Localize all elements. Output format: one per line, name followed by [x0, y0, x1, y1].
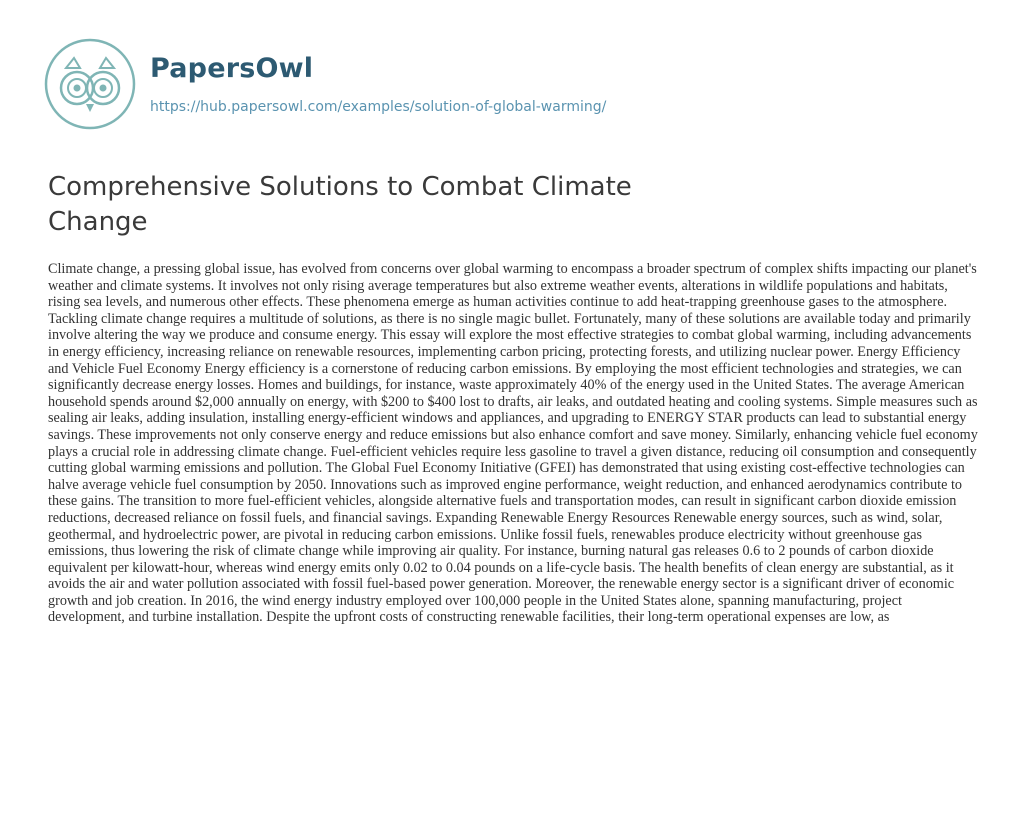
brand-name[interactable]: PapersOwl — [150, 53, 314, 84]
brand-block — [150, 53, 606, 115]
site-header — [44, 38, 606, 130]
owl-face-icon[interactable] — [44, 38, 136, 130]
article-body: Climate change, a pressing global issue, has evolved from concerns over global warming to encompass a broader spectrum of complex shifts impacting our planet's weather and climate systems. It involves not only rising average temperatures but also extreme weather events, alterations in wildlife populations and habitats, rising sea levels, and numerous other effects. These phenomena emerge as human activities continue to add heat-trapping greenhouse gases to the atmosphere. Tackling climate change requires a multitude of solutions, as there is no single magic bullet. Fortunately, many of these solutions are available today and primarily involve altering the way we produce and consume energy. This essay will explore the most effective strategies to combat global warming, including advancements in energy efficiency, increasing reliance on renewable resources, implementing carbon pricing, protecting forests, and utilizing nuclear power. Energy Efficiency and Vehicle Fuel Economy Energy efficiency is a cornerstone of reducing carbon emissions. By employing the most efficient technologies and strategies, we can significantly decrease energy losses. Homes and buildings, for instance, waste approximately 40% of the energy used in the United States. The average American household spends around $2,000 annually on energy, with $200 to $400 lost to drafts, air leaks, and outdated heating and cooling systems. Simple measures such as sealing air leaks, adding insulation, installing energy-efficient windows and appliances, and upgrading to ENERGY STAR products can lead to substantial energy savings. These improvements not only conserve energy and reduce emissions but also enhance comfort and save money. Similarly, enhancing vehicle fuel economy plays a crucial role in addressing climate change. Fuel-efficient vehicles require less gasoline to travel a given distance, reducing oil consumption and consequently cutting global warming emissions and pollution. The Global Fuel Economy Initiative (GFEI) has demonstrated that using existing cost-effective technologies can halve average vehicle fuel consumption by 2050. Innovations such as improved engine performance, weight reduction, and enhanced aerodynamics contribute to these gains. The transition to more fuel-efficient vehicles, alongside alternative fuels and transportation modes, can result in significant carbon dioxide emission reductions, decreased reliance on fossil fuels, and financial savings. Expanding Renewable Energy Resources Renewable energy sources, such as wind, solar, geothermal, and hydroelectric power, are pivotal in reducing carbon emissions. Unlike fossil fuels, renewables produce electricity without greenhouse gas emissions, thus lowering the risk of climate change while improving air quality. For instance, burning natural gas releases 0.6 to 2 pounds of carbon dioxide equivalent per kilowatt-hour, whereas wind energy emits only 0.02 to 0.04 pounds on a life-cycle basis. The health benefits of clean energy are substantial, as it avoids the air and water pollution associated with fossil fuel-based power generation. Moreover, the renewable energy sector is a significant driver of economic growth and job creation. In 2016, the wind energy industry employed over 100,000 people in the United States alone, spanning manufacturing, project development, and turbine installation. Despite the upfront costs of constructing renewable facilities, their long-term operational expenses are low, as — [48, 261, 978, 626]
source-url-link[interactable]: https://hub.papersowl.com/examples/solution-of-global-warming/ — [150, 99, 607, 115]
article-title: Comprehensive Solutions to Combat Climate Change — [48, 172, 632, 237]
